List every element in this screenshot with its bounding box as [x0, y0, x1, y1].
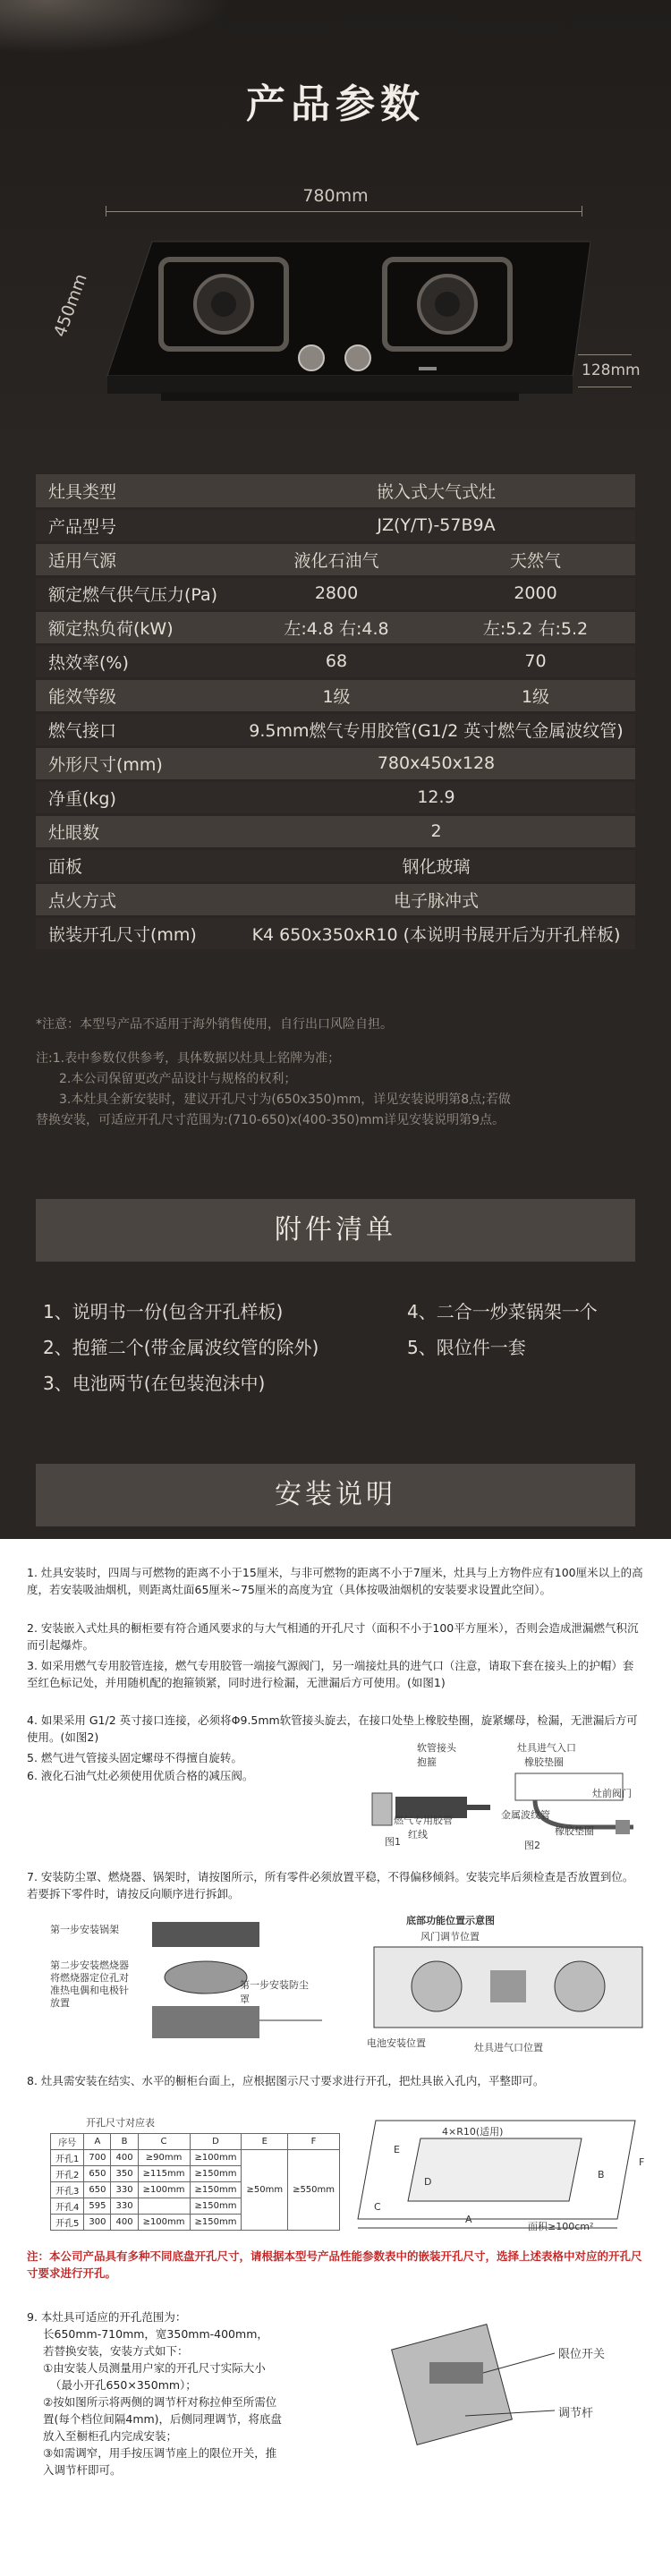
instruction-9-line: ①由安装人员测量用户家的开孔尺寸实际大小 — [43, 2361, 266, 2375]
corner-decoration — [0, 0, 233, 54]
bottom-view-diagram — [365, 1943, 651, 2033]
accessory-item: 2、抱箍二个(带金属波纹管的除外) — [43, 1337, 319, 1358]
accessories-banner: 附件清单 — [36, 1199, 635, 1262]
instruction-3: 3. 如采用燃气专用胶管连接，燃气专用胶管一端接气源阀门，另一端接灶具的进气口（注意，请取下套在接头上的护帽）套至红色标记处，并用随机配的抱箍锁紧，同时进行检漏，无泄漏后方可使用。(如图1) — [27, 1659, 634, 1689]
instruction-9: 9. 本灶具可适应的开孔范围为： — [27, 2310, 187, 2324]
instruction-8: 8. 灶具需安装在结实、水平的橱柜台面上，应根据图示尺寸要求进行开孔，把灶具嵌入孔内，平整即可。 — [27, 2074, 545, 2087]
table-row: 燃气接口 9.5mm燃气专用胶管(G1/2 英寸燃气金属波纹管) — [36, 712, 635, 746]
fig-label: 面积≥100cm² — [528, 2221, 594, 2232]
cooktop-image — [89, 233, 590, 412]
table-row: 灶眼数 2 — [36, 814, 635, 848]
fig-label: 4×R10(适用) — [442, 2126, 504, 2138]
table-row: 开孔4 595 330 ≥150mm — [51, 2198, 340, 2215]
fig-label: 限位开关 — [558, 2348, 606, 2361]
accessory-item: 4、二合一炒菜锅架一个 — [407, 1301, 598, 1322]
table-row: 热效率(%) 68 70 — [36, 644, 635, 678]
depth-dimension: 450mm — [50, 271, 91, 340]
fig-label: 金属波纹管 — [501, 1809, 550, 1821]
table-row: 额定热负荷(kW) 左:4.8 右:4.8 左:5.2 右:5.2 — [36, 610, 635, 644]
instruction-4: 4. 如果采用 G1/2 英寸接口连接，必须将Φ9.5mm软管接头旋去，在接口处垫上橡胶垫圈，旋紧螺母，检漏，无泄漏后方可使用。(如图2) — [27, 1713, 638, 1744]
table-row: 点火方式 电子脉冲式 — [36, 882, 635, 916]
table-row: 外形尺寸(mm) 780x450x128 — [36, 746, 635, 780]
fig-label: 抱箍 — [417, 1756, 437, 1768]
table-row: 产品型号 JZ(Y/T)-57B9A — [36, 508, 635, 542]
instruction-9-line: （最小开孔650×350mm）； — [50, 2378, 197, 2392]
fig-label: 底部功能位置示意图 — [406, 1915, 495, 1926]
accessory-item: 3、电池两节(在包装泡沫中) — [43, 1373, 266, 1394]
note-line-3: 3.本灶具全新安装时，建议开孔尺寸为(650x350)mm，详见安装说明第8点;若做 — [59, 1092, 511, 1107]
fig-label: 调节杆 — [558, 2407, 594, 2420]
cutout-diagram — [340, 2103, 653, 2237]
fig-label: C — [374, 2201, 381, 2213]
fig-label: 灶前阀门 — [592, 1788, 632, 1799]
table-row: 开孔1 700 400 ≥90mm ≥100mm ≥50mm ≥550mm — [51, 2150, 340, 2166]
fig-label: E — [394, 2144, 400, 2155]
note-line-1: 注:1.表中参数仅供参考，具体数据以灶具上铭牌为准； — [36, 1051, 341, 1066]
install-instructions — [0, 1539, 671, 2576]
fig-label: 橡胶垫圈 — [555, 1825, 594, 1837]
note-line-4: 替换安装，可适应开孔尺寸范围为:(710-650)x(400-350)mm详见安装说明第9点。 — [36, 1113, 505, 1127]
table-row: 灶具类型 嵌入式大气式灶 — [36, 474, 635, 508]
width-dimension: 780mm — [302, 186, 369, 206]
fig-label: 图2 — [524, 1840, 540, 1851]
table-row: 开孔5 300 400 ≥100mm ≥150mm — [51, 2215, 340, 2231]
table-row: 额定燃气供气压力(Pa) 2800 2000 — [36, 576, 635, 610]
fig-label: 风门调节位置 — [420, 1931, 480, 1943]
spec-table — [36, 474, 635, 952]
fig-label: 橡胶垫圈 — [524, 1756, 564, 1768]
table-row: 开孔2 650 350 ≥115mm ≥150mm — [51, 2166, 340, 2182]
fig-label: 红线 — [408, 1829, 428, 1841]
instruction-9-line: 若替换安装，安装方式如下： — [43, 2344, 189, 2358]
fig-label: 软管接头 — [417, 1742, 456, 1754]
table-row: 净重(kg) 12.9 — [36, 780, 635, 814]
table-row: 面板 钢化玻璃 — [36, 848, 635, 882]
fig-label: 第一步安装防尘罩 — [240, 1979, 309, 2005]
table-row: 序号 A B C D E F — [51, 2134, 340, 2150]
export-note: *注意：本型号产品不适用于海外销售使用，自行出口风险自担。 — [36, 1017, 393, 1032]
instruction-9-line: 长650mm-710mm，宽350mm-400mm， — [43, 2327, 268, 2341]
install-banner: 安装说明 — [36, 1464, 635, 1526]
instruction-5: 5. 燃气进气管接头固定螺母不得擅自旋转。 — [27, 1751, 242, 1764]
fig-label: 灶具进气口位置 — [474, 2042, 543, 2053]
instruction-2: 2. 安装嵌入式灶具的橱柜要有符合通风要求的与大气相通的开孔尺寸（面积不小于100平方厘米），否则会造成泄漏燃气积沉而引起爆炸。 — [27, 1621, 639, 1652]
instruction-6: 6. 液化石油气灶必须使用优质合格的减压阀。 — [27, 1769, 254, 1782]
table-row: 能效等级 1级 1级 — [36, 678, 635, 712]
page-title: 产品参数 — [246, 81, 425, 127]
fig-label: 电池安装位置 — [367, 2037, 426, 2049]
instruction-9-line: 置(每个档位间隔4mm)，后侧同理调节，将底盘 — [43, 2412, 283, 2426]
instruction-9-line: ③如需调窄，用手按压调节座上的限位开关，推 — [43, 2446, 277, 2460]
fig-label: D — [424, 2176, 432, 2188]
accessory-item: 5、限位件一套 — [407, 1337, 526, 1358]
accessory-item: 1、说明书一份(包含开孔样板) — [43, 1301, 284, 1322]
fig-label: 图1 — [385, 1836, 401, 1848]
table-row: 适用气源 液化石油气 天然气 — [36, 542, 635, 576]
table-row: 嵌装开孔尺寸(mm) K4 650x350xR10 (本说明书展开后为开孔样板) — [36, 916, 635, 950]
hole-table-title: 开孔尺寸对应表 — [86, 2117, 155, 2129]
instruction-8-note: 注：本公司产品具有多种不同底盘开孔尺寸，请根据本型号产品性能参数表中的嵌装开孔尺寸，选择上述表格中对应的开孔尺寸要求进行开孔。 — [27, 2249, 642, 2280]
fig-label: A — [465, 2214, 472, 2225]
instruction-9-line: 放入至橱柜孔内完成安装； — [43, 2429, 178, 2443]
hole-size-table — [50, 2133, 340, 2231]
instruction-1: 1. 灶具安装时，四周与可燃物的距离不小于15厘米，与非可燃物的距离不小于7厘米，灶具与上方物件应有100厘米以上的高度，若安装吸油烟机，则距离灶面65厘米~75厘米的高度为宜（具体按吸油烟机的安装要求设置此空间）。 — [27, 1566, 643, 1596]
fig-label: B — [598, 2169, 605, 2181]
fig-label: 第二步安装燃烧器将燃烧器定位孔对准热电偶和电极针放置 — [50, 1960, 129, 2009]
height-dimension: 128mm — [582, 361, 641, 379]
instruction-7: 7. 安装防尘罩、燃烧器、锅架时，请按图所示，所有零件必须放置平稳，不得偏移倾斜。安装完毕后须检查是否放置到位。若要拆下零件时，请按反向顺序进行拆卸。 — [27, 1870, 634, 1900]
instruction-9-line: ②按如图所示将两侧的调节杆对称拉伸至所需位 — [43, 2395, 277, 2409]
fig-label: 第一步安装锅架 — [50, 1924, 119, 1935]
fig-label: F — [639, 2156, 645, 2168]
table-row: 开孔3 650 330 ≥100mm ≥150mm — [51, 2182, 340, 2198]
instruction-9-line: 入调节杆即可。 — [43, 2463, 122, 2477]
adjuster-diagram — [376, 2317, 555, 2452]
fig-label: 燃气专用胶管 — [394, 1815, 453, 1826]
fig-label: 灶具进气入口 — [517, 1742, 576, 1754]
note-line-2: 2.本公司保留更改产品设计与规格的权利； — [59, 1072, 297, 1086]
width-line — [106, 211, 582, 212]
